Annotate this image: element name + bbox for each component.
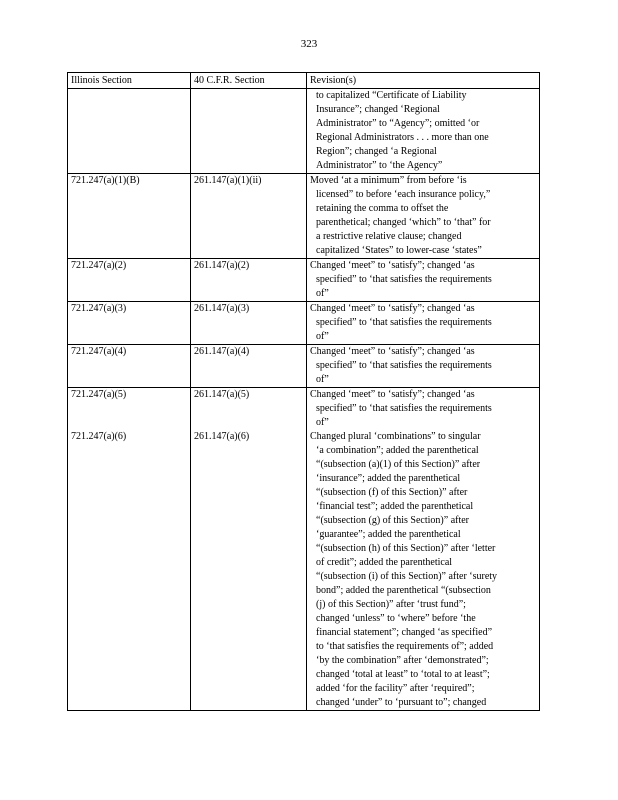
- table-row: [68, 388, 540, 431]
- revision-line: financial statement”; changed ‘as specified”: [316, 627, 493, 638]
- revision-line: ‘guarantee”; added the parenthetical: [316, 529, 461, 540]
- revision-line: specified” to ‘that satisfies the requirements: [316, 360, 492, 371]
- revision-line: bond”; added the parenthetical “(subsection: [316, 585, 491, 596]
- revision-cell: [307, 259, 540, 302]
- revision-line: Changed ‘meet” to ‘satisfy”; changed ‘as: [310, 346, 475, 357]
- table-row: [68, 259, 540, 302]
- revision-line: added ‘for the facility” after ‘required”;: [316, 683, 475, 694]
- page-number: 323: [300, 38, 318, 50]
- revision-line: of”: [316, 288, 329, 299]
- cfr-section-cell: 261.147(a)(3): [191, 302, 307, 345]
- revision-line: changed ‘unless” to ‘where” before ‘the: [316, 613, 476, 624]
- revision-cell: [307, 302, 540, 345]
- cfr-section-cell: 261.147(a)(1)(ii): [191, 174, 307, 259]
- revision-line: Regional Administrators . . . more than one: [316, 132, 489, 143]
- header-illinois-section: Illinois Section: [68, 73, 191, 89]
- revision-cell: [307, 89, 540, 174]
- revision-line: to ‘that satisfies the requirements of”; added: [316, 641, 494, 652]
- revision-line: Changed ‘meet” to ‘satisfy”; changed ‘as: [310, 389, 475, 400]
- revision-table: [67, 72, 540, 711]
- table-row: [68, 302, 540, 345]
- revision-line: specified” to ‘that satisfies the requirements: [316, 317, 492, 328]
- revision-line: of credit”; added the parenthetical: [316, 557, 453, 568]
- revision-line: (j) of this Section)” after ‘trust fund”;: [316, 599, 466, 610]
- revision-line: to capitalized “Certificate of Liability: [316, 90, 467, 101]
- illinois-section-cell: [68, 89, 191, 174]
- illinois-section-cell: 721.247(a)(3): [68, 302, 191, 345]
- table-row: [68, 174, 540, 259]
- revision-line: “(subsection (i) of this Section)” after ‘surety: [316, 571, 498, 582]
- cfr-section-cell: [191, 89, 307, 174]
- illinois-section-cell: 721.247(a)(2): [68, 259, 191, 302]
- revision-line: ‘by the combination” after ‘demonstrated”;: [316, 655, 489, 666]
- revision-line: specified” to ‘that satisfies the requirements: [316, 274, 492, 285]
- table-row: [68, 89, 540, 174]
- illinois-section-cell: 721.247(a)(6): [68, 430, 191, 711]
- header-cfr-section: 40 C.F.R. Section: [191, 73, 307, 89]
- table-row: [68, 345, 540, 388]
- revision-line: ‘financial test”; added the parenthetical: [316, 501, 474, 512]
- cfr-section-cell: 261.147(a)(2): [191, 259, 307, 302]
- revision-line: of”: [316, 374, 329, 385]
- cfr-section-cell: 261.147(a)(4): [191, 345, 307, 388]
- header-revisions: Revision(s): [307, 73, 540, 89]
- revision-line: of”: [316, 417, 329, 428]
- revision-line: “(subsection (a)(1) of this Section)” after: [316, 459, 481, 470]
- revision-line: Changed ‘meet” to ‘satisfy”; changed ‘as: [310, 260, 475, 271]
- revision-cell: [307, 430, 540, 711]
- revision-line: licensed” to before ‘each insurance policy,”: [316, 189, 491, 200]
- revision-line: ‘insurance”; added the parenthetical: [316, 473, 461, 484]
- revision-line: “(subsection (g) of this Section)” after: [316, 515, 470, 526]
- cfr-section-cell: 261.147(a)(6): [191, 430, 307, 711]
- revision-line: of”: [316, 331, 329, 342]
- revision-line: “(subsection (f) of this Section)” after: [316, 487, 468, 498]
- revision-line: retaining the comma to offset the: [316, 203, 449, 214]
- revision-line: Region”; changed ‘a Regional: [316, 146, 437, 157]
- revision-line: Insurance”; changed ‘Regional: [316, 104, 440, 115]
- revision-line: Administrator” to “Agency”; omitted ‘or: [316, 118, 480, 129]
- revision-line: Moved ‘at a minimum” from before ‘is: [310, 175, 467, 186]
- table-row: [68, 430, 540, 711]
- illinois-section-cell: 721.247(a)(1)(B): [68, 174, 191, 259]
- revision-line: changed ‘total at least” to ‘total to at least”;: [316, 669, 490, 680]
- illinois-section-cell: 721.247(a)(4): [68, 345, 191, 388]
- illinois-section-cell: 721.247(a)(5): [68, 388, 191, 431]
- revision-line: specified” to ‘that satisfies the requirements: [316, 403, 492, 414]
- revision-line: Changed ‘meet” to ‘satisfy”; changed ‘as: [310, 303, 475, 314]
- revision-line: a restrictive relative clause; changed: [316, 231, 462, 242]
- revision-cell: [307, 174, 540, 259]
- table-header-row: [68, 73, 540, 89]
- cfr-section-cell: 261.147(a)(5): [191, 388, 307, 431]
- revision-line: Administrator” to ‘the Agency”: [316, 160, 443, 171]
- revision-line: parenthetical; changed ‘which” to ‘that” for: [316, 217, 491, 228]
- revision-cell: [307, 345, 540, 388]
- revision-line: ‘a combination”; added the parenthetical: [316, 445, 479, 456]
- revision-line: changed ‘under” to ‘pursuant to”; changed: [316, 697, 487, 708]
- revision-line: Changed plural ‘combinations” to singular: [310, 431, 481, 442]
- revision-cell: [307, 388, 540, 431]
- revision-line: capitalized ‘States” to lower-case ‘states”: [316, 245, 482, 256]
- revision-line: “(subsection (h) of this Section)” after ‘letter: [316, 543, 496, 554]
